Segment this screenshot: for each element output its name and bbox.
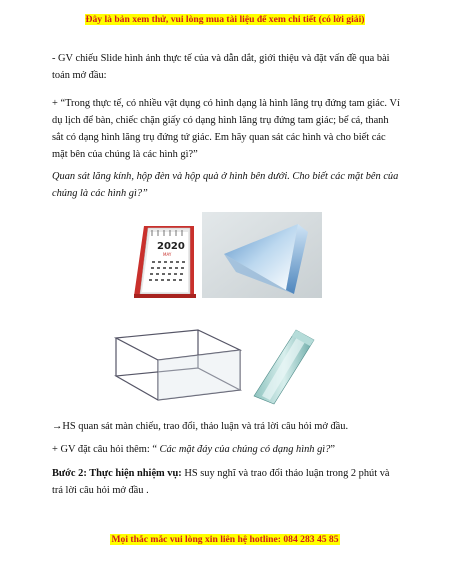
paragraph-step-2 <box>52 465 402 499</box>
paragraph-question: Quan sát lăng kính, hộp đèn và hộp quà ở hình bên dưới. Cho biết các mặt bên của chúng là các hình gì?” <box>52 171 399 199</box>
calendar-year: 2020 <box>157 241 185 252</box>
glass-bar-image <box>248 326 320 406</box>
calendar-image <box>130 212 200 300</box>
calendar-month: MAY <box>163 252 172 257</box>
paragraph-extra-question <box>52 441 402 458</box>
paragraph-quote: + “Trong thực tế, có nhiều vật dụng có hình dạng là hình lăng trụ đứng tam giác. Ví dụ lịch để bàn, chiếc chặn giấy có dạng hình lăng trụ đứng tam giác; bể cá, thanh sắt có dạng hình lăng trụ đứng tứ giác. Em hãy quan sát các hình và cho biết các mặt bên của chúng là các hình gì?” <box>52 98 400 160</box>
extra-question-suffix: ” <box>330 444 335 455</box>
step-2-text: HS suy nghĩ và trao đổi thảo luận trong 2 phút và trả lời câu hỏi mở đầu . <box>52 468 390 496</box>
preview-notice: Đây là bản xem thử, vui lòng mua tài liệu để xem chi tiết (có lời giải) <box>85 14 365 25</box>
extra-question-text: Các mặt đáy của chúng có dạng hình gì? <box>159 444 331 455</box>
paragraph-observe: →HS quan sát màn chiếu, trao đổi, thảo luận và trả lời câu hỏi mở đầu. <box>52 421 349 432</box>
glass-tank-image <box>110 324 246 406</box>
step-2-label: Bước 2: Thực hiện nhiệm vụ: <box>52 468 182 479</box>
paragraph-intro: - GV chiếu Slide hình ảnh thực tế của và dẫn dắt, giới thiệu và đặt vấn đề qua bài toán mở đầu: <box>52 53 390 81</box>
extra-question-prefix: + GV đặt câu hỏi thêm: “ <box>52 444 160 455</box>
hotline-notice: Mọi thắc mắc vui lòng xin liên hệ hotline: 084 283 45 85 <box>111 534 339 545</box>
prism-image <box>202 212 322 298</box>
